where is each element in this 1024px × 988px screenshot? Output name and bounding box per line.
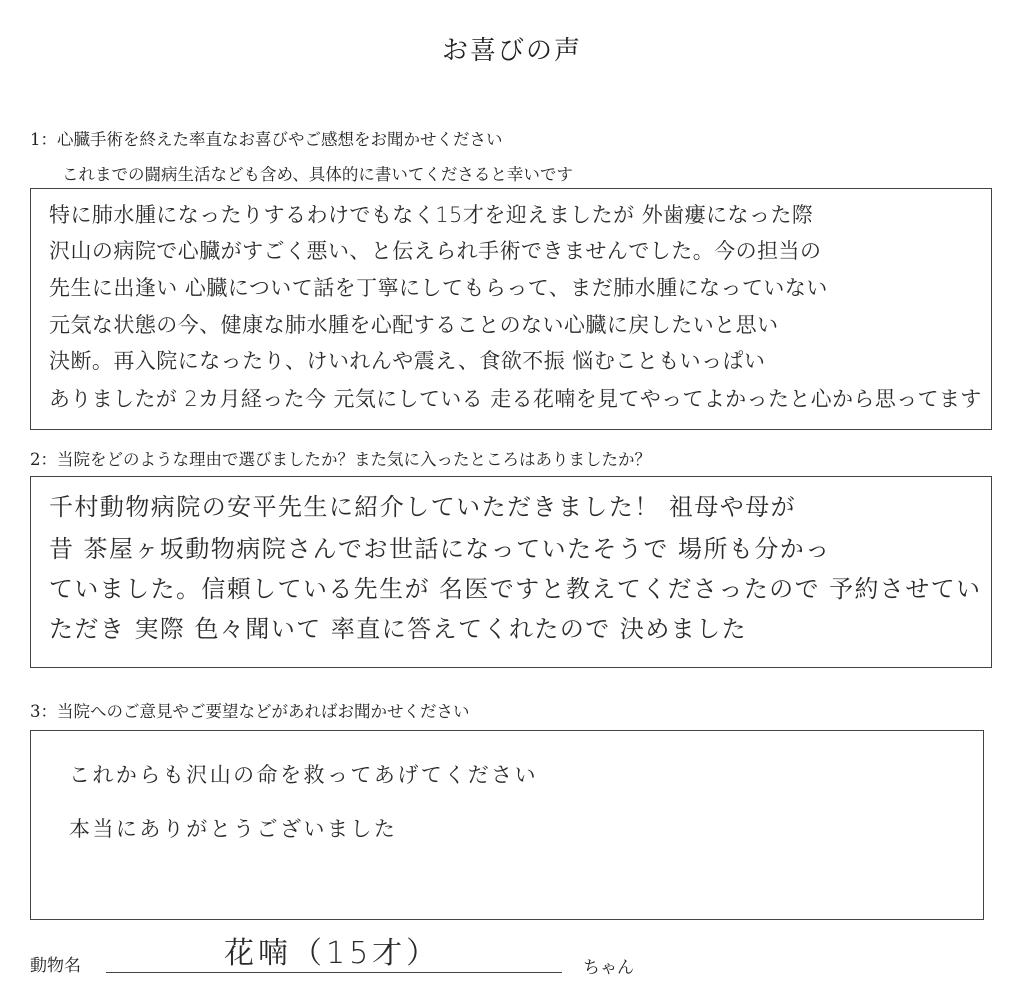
- answer-2-line-1: 千村動物病院の安平先生に紹介していただきました！ 祖母や母が: [49, 493, 797, 521]
- question-1-subtext: これまでの闘病生活なども含め、具体的に書いてくださると幸いです: [62, 165, 573, 184]
- question-1-label: 1：心臓手術を終えた率直なお喜びやご感想をお聞かせください: [30, 130, 503, 149]
- pet-name-value: 花喃（15才）: [224, 936, 441, 971]
- answer-1-line-4: 元気な状態の今、健康な肺水腫を心配することのない心臓に戻したいと思い: [49, 313, 779, 337]
- answer-box-1: [30, 188, 992, 430]
- pet-name-underline: [106, 972, 562, 973]
- answer-1-line-3: 先生に出逢い 心臓について話を丁寧にしてもらって、まだ肺水腫になっていない: [49, 276, 828, 300]
- answer-2-line-3: ていました。信頼している先生が 名医ですと教えてくださったので 予約させてい: [49, 575, 982, 603]
- answer-2-line-4: ただき 実際 色々聞いて 率直に答えてくれたので 決めました: [49, 615, 748, 643]
- pet-name-suffix: ちゃん: [583, 958, 634, 978]
- answer-box-2: [30, 476, 992, 668]
- answer-2-line-2: 昔 茶屋ヶ坂動物病院さんでお世話になっていたそうで 場所も分かっ: [49, 535, 831, 563]
- answer-1-line-5: 決断。再入院になったり、けいれんや震え、食欲不振 悩むこともいっぱい: [49, 349, 766, 373]
- answer-box-3: [30, 730, 984, 920]
- answer-3-line-1: これからも沢山の命を救ってあげてください: [69, 763, 539, 787]
- answer-1-line-2: 沢山の病院で心臓がすごく悪い、と伝えられ手術できませんでした。今の担当の: [49, 239, 822, 263]
- pet-name-label: 動物名: [30, 956, 81, 976]
- answer-3-line-2: 本当にありがとうございました: [69, 817, 398, 841]
- page-title: お喜びの声: [441, 36, 582, 66]
- answer-1-line-6: ありましたが 2カ月経った今 元気にしている 走る花喃を見てやってよかったと心から思ってます: [49, 387, 982, 411]
- question-2-label: 2：当院をどのような理由で選びましたか？また気に入ったところはありましたか？: [30, 450, 651, 469]
- answer-1-line-1: 特に肺水腫になったりするわけでもなく15才を迎えましたが 外歯瘻になった際: [49, 203, 814, 227]
- question-3-label: 3：当院へのご意見やご要望などがあればお聞かせください: [30, 702, 470, 721]
